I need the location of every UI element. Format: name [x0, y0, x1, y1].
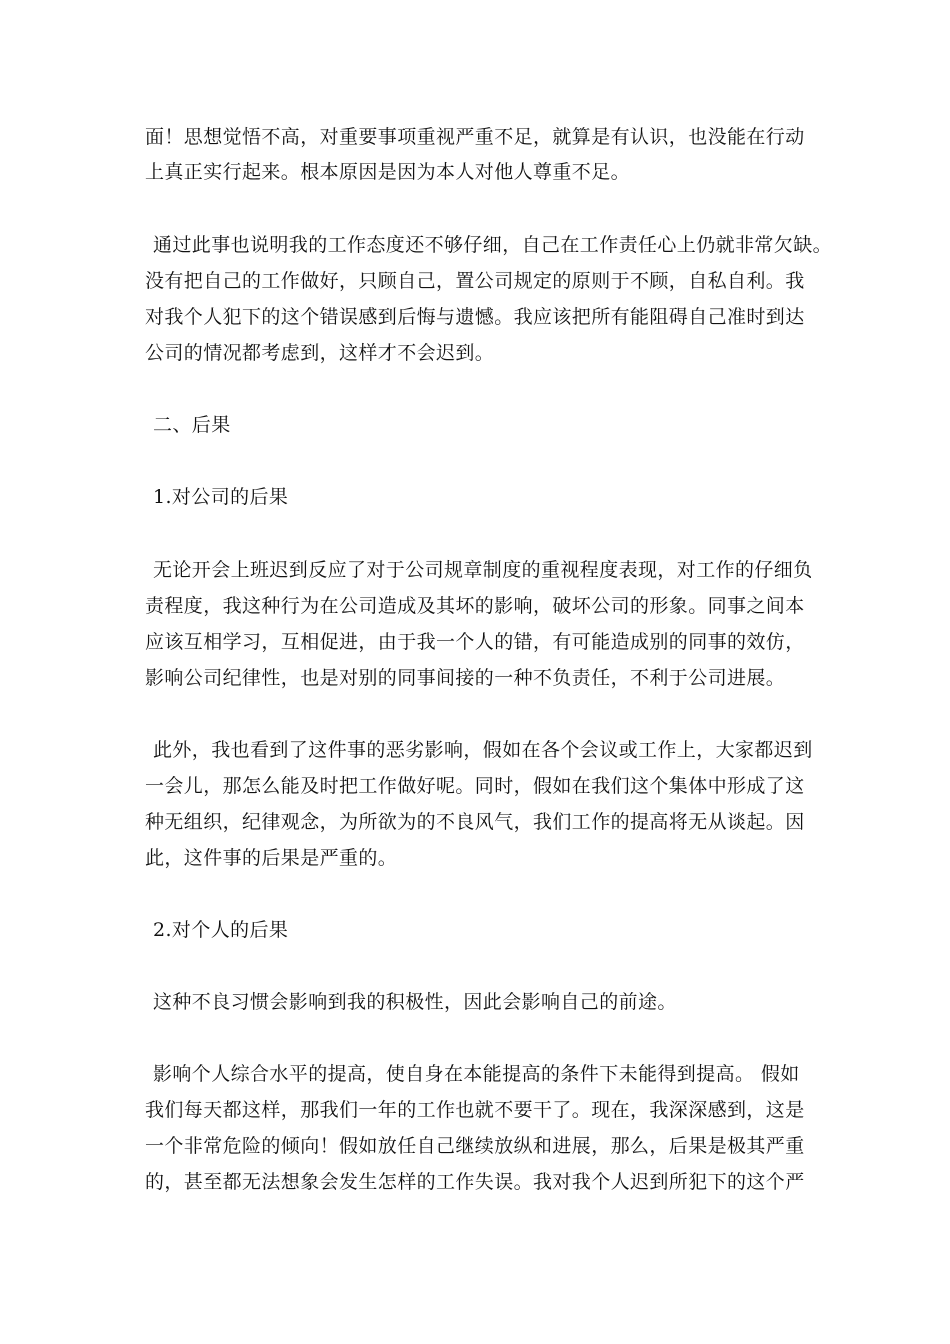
paragraph-line: 一个非常危险的倾向！假如放任自己继续放纵和进展，那么，后果是极其严重 — [145, 1135, 805, 1157]
paragraph-line: 此，这件事的后果是严重的。 — [145, 847, 398, 869]
paragraph-line: 应该互相学习，互相促进，由于我一个人的错，有可能造成别的同事的效仿， — [145, 631, 805, 653]
paragraph-line: 一会儿，那怎么能及时把工作做好呢。同时，假如在我们这个集体中形成了这 — [145, 775, 805, 797]
paragraph-line: 公司的情况都考虑到，这样才不会迟到。 — [145, 342, 495, 364]
paragraph-line: 面！思想觉悟不高，对重要事项重视严重不足，就算是有认识，也没能在行动 — [145, 126, 805, 148]
paragraph-line: 我们每天都这样，那我们一年的工作也就不要干了。现在，我深深感到，这是 — [145, 1099, 805, 1121]
paragraph-line: 此外，我也看到了这件事的恶劣影响，假如在各个会议或工作上，大家都迟到 — [153, 739, 813, 761]
paragraph-line: 没有把自己的工作做好，只顾自己，置公司规定的原则于不顾，自私自利。我 — [145, 270, 805, 292]
paragraph-line: 种无组织，纪律观念，为所欲为的不良风气，我们工作的提高将无从谈起。因 — [145, 811, 805, 833]
section-heading: 二、后果 — [153, 414, 231, 436]
paragraph-line: 责程度，我这种行为在公司造成及其坏的影响，破坏公司的形象。同事之间本 — [145, 595, 805, 617]
paragraph-line: 上真正实行起来。根本原因是因为本人对他人尊重不足。 — [145, 161, 631, 183]
paragraph-line: 对我个人犯下的这个错误感到后悔与遗憾。我应该把所有能阻碍自己准时到达 — [145, 306, 805, 328]
paragraph-line: 影响公司纪律性，也是对别的同事间接的一种不负责任，不利于公司进展。 — [145, 667, 786, 689]
subsection-heading: 2.对个人的后果 — [153, 919, 289, 941]
paragraph-line: 无论开会上班迟到反应了对于公司规章制度的重视程度表现，对工作的仔细负 — [153, 559, 813, 581]
paragraph-line: 的，甚至都无法想象会发生怎样的工作失误。我对我个人迟到所犯下的这个严 — [145, 1171, 805, 1193]
subsection-heading: 1.对公司的后果 — [153, 486, 289, 508]
paragraph-line: 通过此事也说明我的工作态度还不够仔细，自己在工作责任心上仍就非常欠缺。 — [153, 234, 833, 256]
paragraph-line: 影响个人综合水平的提高，使自身在本能提高的条件下未能得到提高。 假如 — [153, 1063, 800, 1085]
paragraph-line: 这种不良习惯会影响到我的积极性，因此会影响自己的前途。 — [153, 991, 677, 1013]
